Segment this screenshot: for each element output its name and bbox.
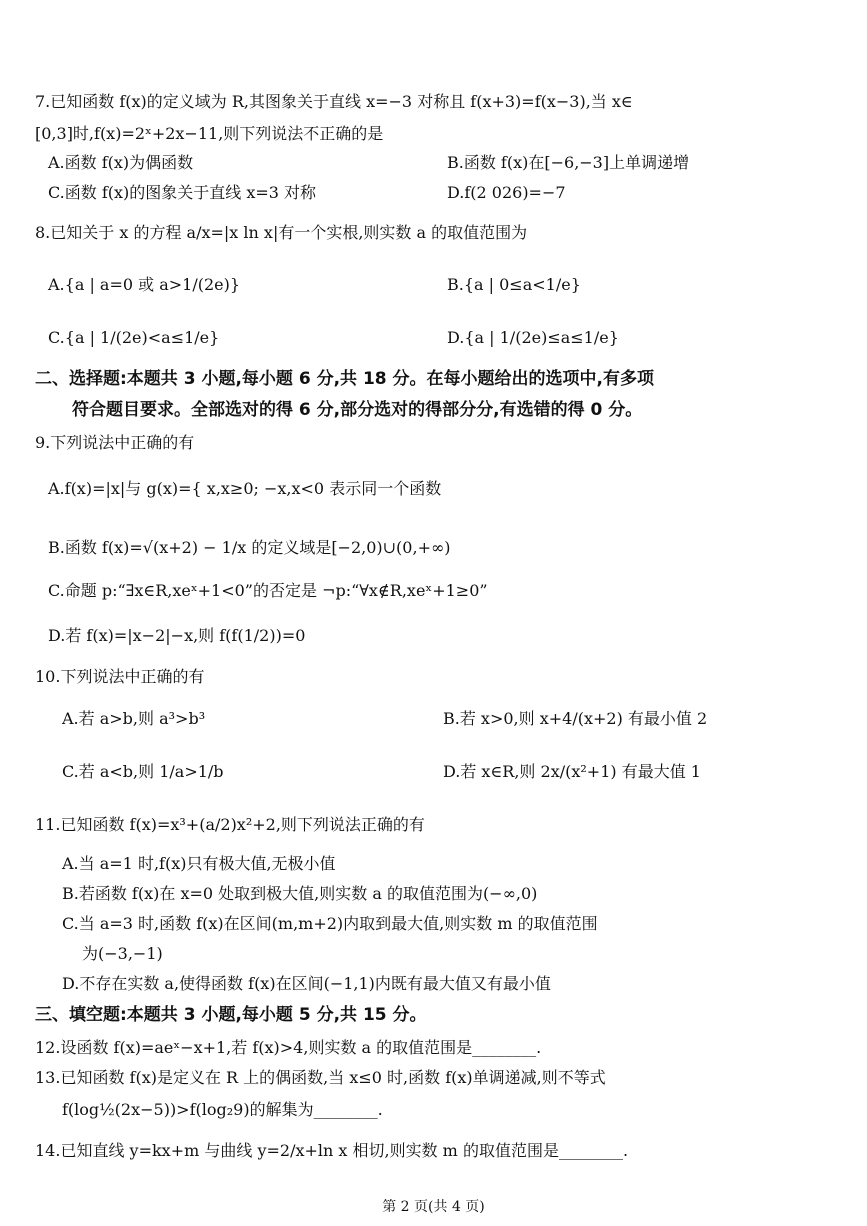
q7-option-d: D.f(2 026)=−7 — [447, 183, 566, 202]
q7-option-a: A.函数 f(x)为偶函数 — [48, 153, 194, 172]
q8-option-b: B.{a | 0≤a<1/e} — [447, 275, 581, 294]
section-2-heading-2: 符合题目要求。全部选对的得 6 分,部分选对的得部分分,有选错的得 0 分。 — [72, 400, 643, 420]
page-footer: 第 2 页(共 4 页) — [382, 1199, 485, 1215]
q11-stem: 11.已知函数 f(x)=x³+(a/2)x²+2,则下列说法正确的有 — [35, 815, 425, 834]
q11-option-b: B.若函数 f(x)在 x=0 处取到极大值,则实数 a 的取值范围为(−∞,0) — [62, 884, 538, 903]
section-3-heading: 三、填空题:本题共 3 小题,每小题 5 分,共 15 分。 — [35, 1005, 427, 1025]
q7-option-c: C.函数 f(x)的图象关于直线 x=3 对称 — [48, 183, 317, 202]
section-2-heading-1: 二、选择题:本题共 3 小题,每小题 6 分,共 18 分。在每小题给出的选项中,有多项 — [35, 369, 654, 389]
q11-option-a: A.当 a=1 时,f(x)只有极大值,无极小值 — [62, 854, 336, 873]
q8-option-c: C.{a | 1/(2e)<a≤1/e} — [48, 328, 220, 347]
q7-option-b: B.函数 f(x)在[−6,−3]上单调递增 — [447, 153, 690, 172]
q10-option-d: D.若 x∈R,则 2x/(x²+1) 有最大值 1 — [443, 762, 701, 781]
q13-line-2: f(log½(2x−5))>f(log₂9)的解集为________. — [62, 1100, 383, 1119]
q12: 12.设函数 f(x)=aeˣ−x+1,若 f(x)>4,则实数 a 的取值范围是________. — [35, 1038, 542, 1057]
q8-option-a: A.{a | a=0 或 a>1/(2e)} — [48, 275, 241, 294]
q10-option-c: C.若 a<b,则 1/a>1/b — [62, 762, 224, 781]
q13-line-1: 13.已知函数 f(x)是定义在 R 上的偶函数,当 x≤0 时,函数 f(x)单调递减,则不等式 — [35, 1068, 606, 1087]
q10-stem: 10.下列说法中正确的有 — [35, 667, 205, 686]
q8-option-d: D.{a | 1/(2e)≤a≤1/e} — [447, 328, 619, 347]
q10-option-b: B.若 x>0,则 x+4/(x+2) 有最小值 2 — [443, 709, 708, 728]
q11-option-c-2: 为(−3,−1) — [82, 944, 163, 963]
q11-option-d: D.不存在实数 a,使得函数 f(x)在区间(−1,1)内既有最大值又有最小值 — [62, 974, 551, 993]
q9-option-d: D.若 f(x)=|x−2|−x,则 f(f(1/2))=0 — [48, 626, 306, 645]
q7-stem-2: [0,3]时,f(x)=2ˣ+2x−11,则下列说法不正确的是 — [35, 124, 384, 143]
q7-stem-1: 7.已知函数 f(x)的定义域为 R,其图象关于直线 x=−3 对称且 f(x+3)=f(x−3),当 x∈ — [35, 92, 633, 111]
q9-stem: 9.下列说法中正确的有 — [35, 433, 195, 452]
q14: 14.已知直线 y=kx+m 与曲线 y=2/x+ln x 相切,则实数 m 的取值范围是________. — [35, 1141, 629, 1160]
q10-option-a: A.若 a>b,则 a³>b³ — [62, 709, 206, 728]
q9-option-c: C.命题 p:“∃x∈R,xeˣ+1<0”的否定是 ¬p:“∀x∉R,xeˣ+1≥0” — [48, 581, 488, 600]
q11-option-c-1: C.当 a=3 时,函数 f(x)在区间(m,m+2)内取到最大值,则实数 m 的取值范围 — [62, 914, 598, 933]
q9-option-a: A.f(x)=|x|与 g(x)={ x,x≥0; −x,x<0 表示同一个函数 — [48, 479, 442, 498]
q9-option-b: B.函数 f(x)=√(x+2) − 1/x 的定义域是[−2,0)∪(0,+∞) — [48, 538, 451, 557]
q8-stem: 8.已知关于 x 的方程 a/x=|x ln x|有一个实根,则实数 a 的取值范围为 — [35, 223, 528, 242]
